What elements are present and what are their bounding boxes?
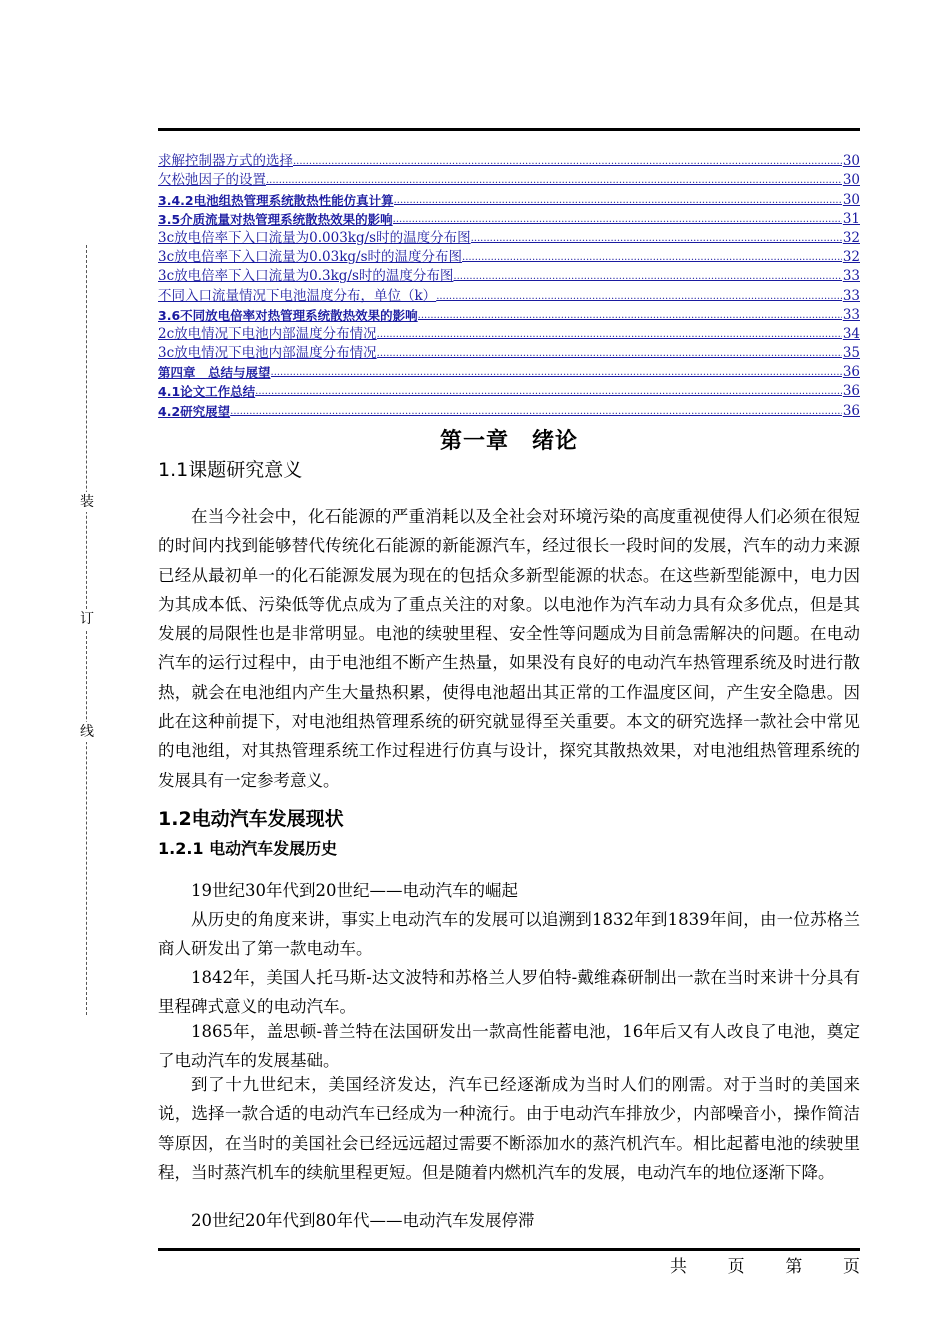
paragraph-1865: 1865年，盖思顿-普兰特在法国研发出一款高性能蓄电池，16年后又有人改良了电池，奠定了电动汽车的发展基础。 [158,1022,860,1071]
toc-entry[interactable] [158,247,860,266]
toc-entry-title[interactable]: 3c放电倍率下入口流量为0.003kg/s时的温度分布图 [158,229,471,246]
toc-leader-dots [293,152,842,170]
chapter-title: 第一章 绪论 [439,429,578,454]
toc-leader-dots [377,325,842,343]
toc-entry-page[interactable]: 33 [842,287,860,304]
toc-entry[interactable] [158,189,860,208]
toc-entry-title[interactable]: 3.4.2电池组热管理系统散热性能仿真计算 [158,192,394,208]
toc-leader-dots [377,344,842,362]
toc-entry-title[interactable]: 3c放电倍率下入口流量为0.03kg/s时的温度分布图 [158,249,463,266]
footer-page-unit-1: 页 [727,1257,745,1277]
footer-total: 共 [670,1257,687,1277]
binding-line [86,245,87,1015]
toc-entry-title[interactable]: 第四章 总结与展望 [158,365,271,381]
footer-page-unit-2: 页 [842,1257,860,1277]
toc-leader-dots [230,402,842,420]
toc-entry[interactable] [158,266,860,285]
paragraph-origin: 从历史的角度来讲，事实上电动汽车的发展可以追溯到1832年到1839年间，由一位苏格兰商人研发出了第一款电动车。 [158,910,860,959]
toc-entry-title[interactable]: 3c放电情况下电池内部温度分布情况 [158,345,377,362]
binding-char-zhuang: 装 [77,492,97,512]
table-of-contents [158,151,860,420]
paragraph-1842: 1842年，美国人托马斯-达文波特和苏格兰人罗伯特-戴维森研制出一款在当时来讲十分具有里程碑式意义的电动汽车。 [158,968,860,1017]
toc-leader-dots [271,363,842,381]
toc-entry[interactable] [158,400,860,419]
toc-entry[interactable] [158,151,860,170]
toc-entry-title[interactable]: 3.6不同放电倍率对热管理系统散热效果的影响 [158,307,418,323]
toc-entry-page[interactable]: 35 [842,345,860,362]
toc-entry-page[interactable]: 34 [842,325,860,342]
toc-entry-title[interactable]: 不同入口流量情况下电池温度分布，单位（k） [158,287,437,304]
toc-entry-page[interactable]: 36 [842,402,860,419]
toc-entry[interactable] [158,228,860,247]
toc-entry[interactable] [158,285,860,304]
toc-entry[interactable] [158,362,860,381]
toc-entry-page[interactable]: 36 [842,364,860,381]
toc-entry-page[interactable]: 32 [842,249,860,266]
toc-entry[interactable] [158,381,860,400]
toc-entry-page[interactable]: 32 [842,229,860,246]
toc-leader-dots [394,191,842,209]
toc-entry-title[interactable]: 3.5介质流量对热管理系统散热效果的影响 [158,211,393,227]
toc-leader-dots [418,306,842,324]
toc-leader-dots [255,382,842,400]
toc-entry-title[interactable]: 求解控制器方式的选择 [158,153,293,170]
toc-entry-page[interactable]: 36 [842,383,860,400]
toc-entry-title[interactable]: 欠松弛因子的设置 [158,172,266,189]
toc-entry[interactable] [158,324,860,343]
toc-leader-dots [453,267,841,285]
toc-entry-title[interactable]: 3c放电倍率下入口流量为0.3kg/s时的温度分布图 [158,268,454,285]
paragraph-19th-century: 到了十九世纪末，美国经济发达，汽车已经逐渐成为当时人们的刚需。对于当时的美国来说，选择一款合适的电动汽车已经成为一种流行。由于电动汽车排放少，内部噪音小，操作简洁等原因，在当时的美国社会已经远远超过需要不断添加水的蒸汽机汽车。相比起蓄电池的续驶里程，当时蒸汽机车的续航里程更短。但是随着内燃机汽车的发展，电动汽车的地位逐渐下降。 [158,1075,860,1182]
toc-entry[interactable] [158,343,860,362]
toc-entry-page[interactable]: 31 [842,210,860,227]
paragraph-era-stagnation: 20世纪20年代到80年代——电动汽车发展停滞 [191,1211,535,1230]
toc-leader-dots [471,229,842,247]
page-footer [670,1252,860,1282]
binding-char-xian: 线 [77,722,97,742]
toc-entry-page[interactable]: 30 [842,153,860,170]
toc-entry-page[interactable]: 30 [842,191,860,208]
toc-entry-page[interactable]: 30 [842,172,860,189]
toc-leader-dots [393,210,842,228]
toc-entry[interactable] [158,170,860,189]
paragraph-significance: 在当今社会中，化石能源的严重消耗以及全社会对环境污染的高度重视使得人们必须在很短的时间内找到能够替代传统化石能源的新能源汽车，经过很长一段时间的发展，汽车的动力来源已经从最初单一的化石能源发展为现在的包括众多新型能源的状态。在这些新型能源中，电力因为其成本低、污染低等优点成为了重点关注的对象。以电池作为汽车动力具有众多优点，但是其发展的局限性也是非常明显。电池的续驶里程、安全性等问题成为目前急需解决的问题。在电动汽车的运行过程中，由于电池组不断产生热量，如果没有良好的电动汽车热管理系统及时进行散热，就会在电池组内产生大量热积累，使得电池超出其正常的工作温度区间，产生安全隐患。因此在这种前提下，对电池组热管理系统的研究就显得至关重要。本文的研究选择一款社会中常见的电池组，对其热管理系统工作过程进行仿真与设计，探究其散热效果，对电池组热管理系统的发展具有一定参考意义。 [158,507,860,790]
binding-char-ding: 订 [77,609,97,629]
toc-entry[interactable] [158,305,860,324]
section-heading-1-2-1: 1.2.1 电动汽车发展历史 [158,839,338,858]
toc-entry-page[interactable]: 33 [842,306,860,323]
toc-entry-page[interactable]: 33 [842,268,860,285]
header-rule [158,128,860,131]
toc-leader-dots [436,287,842,305]
toc-entry-title[interactable]: 4.2研究展望 [158,403,231,419]
section-heading-1-1: 1.1课题研究意义 [158,459,303,481]
section-heading-1-2: 1.2电动汽车发展现状 [158,808,344,830]
paragraph-era-rise: 19世纪30年代到20世纪——电动汽车的崛起 [191,881,518,900]
footer-rule [158,1248,860,1251]
toc-leader-dots [462,248,842,266]
toc-entry-title[interactable]: 2c放电情况下电池内部温度分布情况 [158,325,377,342]
toc-entry-title[interactable]: 4.1论文工作总结 [158,384,256,400]
footer-current: 第 [785,1257,803,1277]
toc-leader-dots [266,171,842,189]
toc-entry[interactable] [158,209,860,228]
